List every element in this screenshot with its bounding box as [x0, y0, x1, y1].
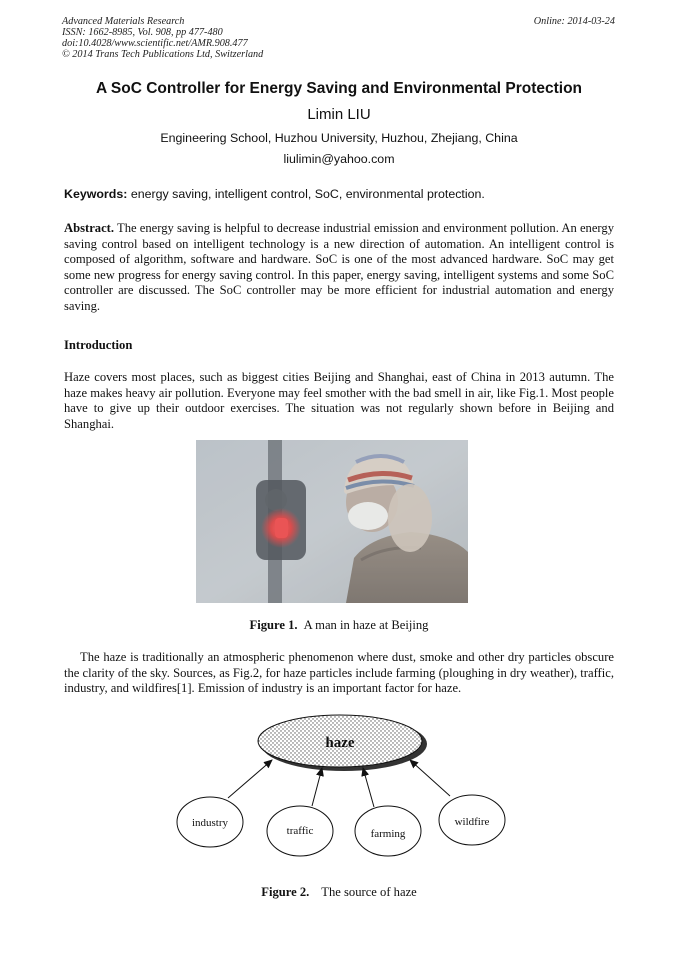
figure-2-label: Figure 2.: [261, 885, 310, 899]
source-node-farming: [355, 806, 421, 856]
journal-name: Advanced Materials Research: [62, 16, 185, 27]
haze-label: haze: [325, 735, 355, 751]
intro-paragraph-2: The haze is traditionally an atmospheric phenomenon where dust, smoke and other dry particles obscure the clarity of the sky. Sources, as Fig.2, for haze particles include farming (ploughing in dry weather), traffic, industry, and wildfires[1]. Emission of industry is an important factor for haze.: [64, 650, 614, 696]
figure-1-caption: [0, 618, 678, 633]
source-label-wildfire: wildfire: [454, 816, 490, 828]
abstract-paragraph: [64, 221, 614, 315]
figure-1-caption-text: A man in haze at Beijing: [303, 618, 429, 632]
author-name: Limin LIU: [307, 106, 371, 123]
paper-title: A SoC Controller for Energy Saving and Environmental Protection: [95, 80, 583, 97]
keywords-label: Keywords:: [64, 187, 128, 201]
source-label-traffic: traffic: [286, 825, 314, 837]
source-node-wildfire: [439, 795, 505, 845]
copyright-line: © 2014 Trans Tech Publications Ltd, Switzerland: [62, 49, 264, 60]
source-label-industry: industry: [191, 817, 229, 829]
arrow-industry: [228, 760, 272, 798]
figure-2-diagram: [170, 712, 520, 862]
arrow-farming: [363, 768, 374, 807]
keywords-text: energy saving, intelligent control, SoC, environmental protection.: [130, 187, 485, 201]
intro-paragraph-1: Haze covers most places, such as biggest cities Beijing and Shanghai, east of China in 2013 autumn. The haze makes heavy air pollution. Everyone may feel smother with the bad smell in air, like Fig.1. Most people have to give up their outdoor exercises. The situation was not regularly shown before in Beijing and Shanghai.: [64, 370, 614, 431]
source-node-industry: [177, 797, 243, 847]
affiliation: Engineering School, Huzhou University, Huzhou, Zhejiang, China: [160, 131, 518, 145]
keywords-line: [64, 187, 485, 201]
abstract-text: The energy saving is helpful to decrease industrial emission and environment pollution. An energy saving control based on intelligent technology is a new direction of automation. An intelligent control is composed of algorithm, software and hardware. SoC is one of the most advanced hardware. SoC may get some new progress for energy saving control. In this paper, energy saving, intelligent systems and some SoC controller are discussed. The SoC controller may be more efficient for industrial automation and energy saving.: [64, 221, 614, 313]
figure-1-label: Figure 1.: [249, 618, 298, 632]
arrow-wildfire: [410, 760, 450, 796]
author-email[interactable]: liulimin@yahoo.com: [283, 152, 395, 166]
doi-line: doi:10.4028/www.scientific.net/AMR.908.477: [62, 38, 248, 49]
header-block: [62, 16, 263, 60]
haze-node: [258, 715, 427, 771]
abstract-label: Abstract.: [64, 221, 115, 235]
figure-2-caption-text: The source of haze: [321, 885, 417, 899]
figure-2-caption: [0, 885, 678, 900]
source-label-farming: farming: [370, 828, 406, 840]
figure-1-image: [196, 440, 468, 603]
arrow-traffic: [312, 768, 322, 806]
online-date: Online: 2014-03-24: [533, 16, 615, 27]
source-node-traffic: [267, 806, 333, 856]
section-heading-introduction: Introduction: [64, 338, 133, 352]
issn-line: ISSN: 1662-8985, Vol. 908, pp 477-480: [62, 27, 223, 38]
